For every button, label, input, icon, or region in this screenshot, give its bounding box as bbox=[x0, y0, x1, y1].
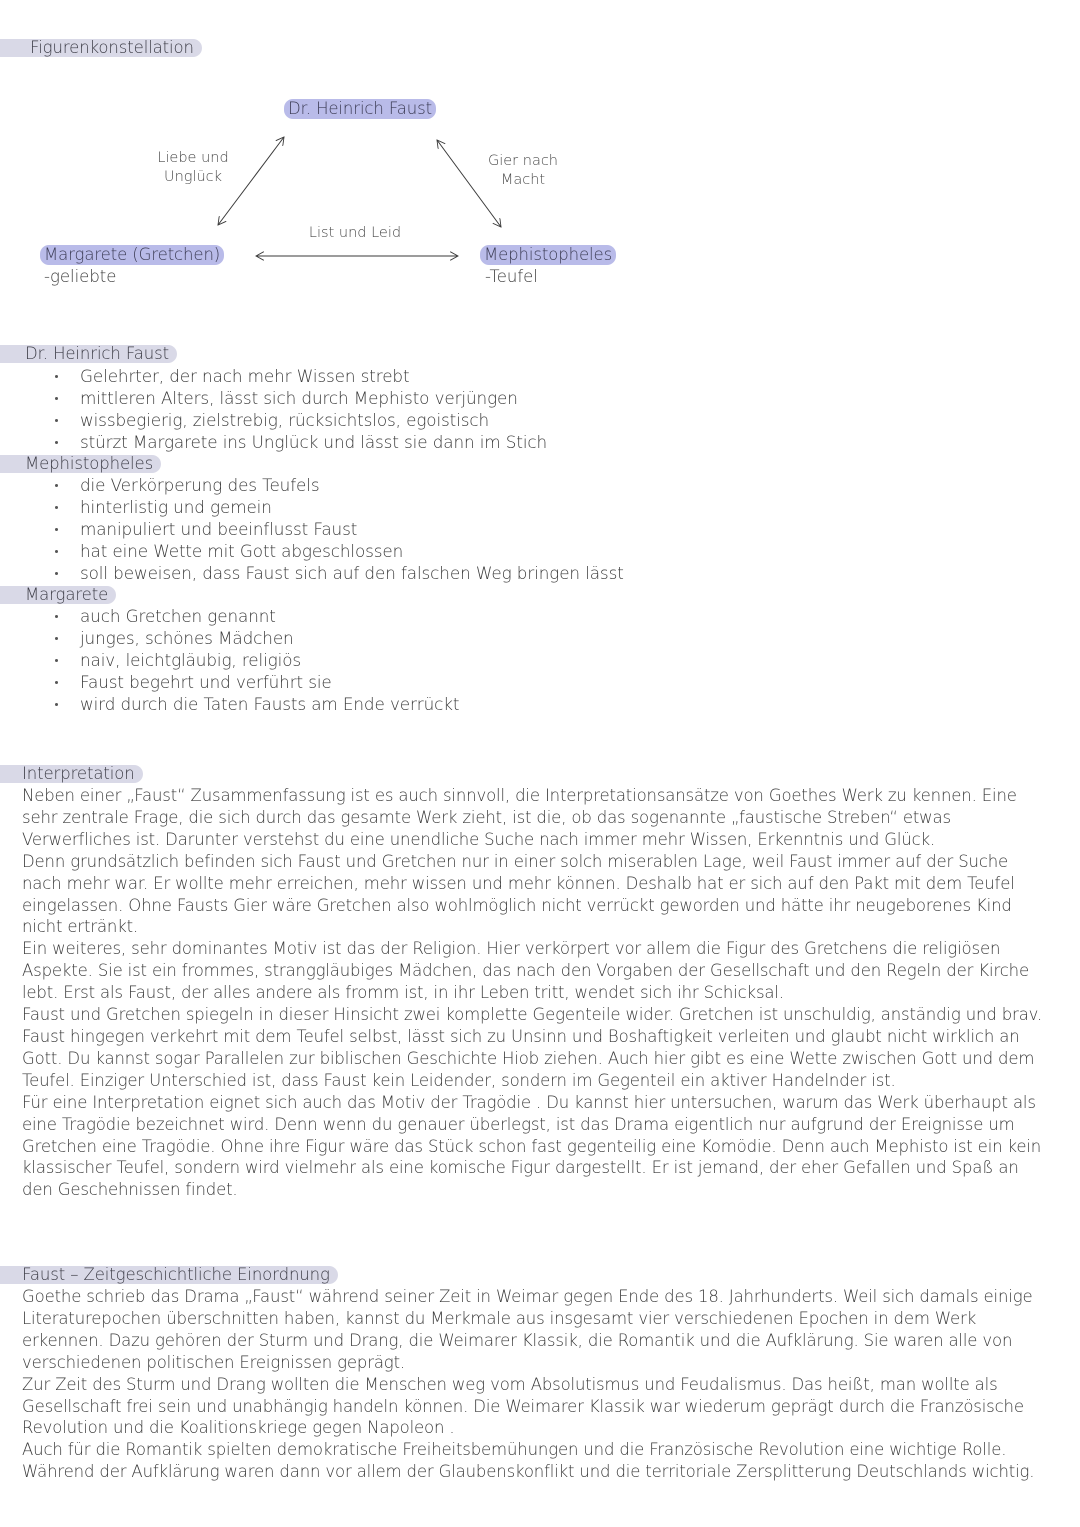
section-heading-margarete bbox=[0, 586, 116, 604]
bullet-icon bbox=[55, 528, 58, 531]
faust-traits-list bbox=[52, 365, 547, 453]
relation-label-margarete-mephisto: List und Leid bbox=[308, 225, 402, 241]
relation-label-line: Liebe und bbox=[157, 150, 229, 166]
list-item bbox=[52, 562, 624, 584]
bullet-icon bbox=[55, 397, 58, 400]
bullet-icon bbox=[55, 441, 58, 444]
bullet-icon bbox=[55, 703, 58, 706]
list-item bbox=[52, 474, 624, 496]
list-item bbox=[52, 496, 624, 518]
paragraph: Neben einer „Faust“ Zusammenfassung ist es auch sinnvoll, die Interpretationsansätze von Goethes Werk zu kennen. Eine sehr zentrale Frage, die sich durch das gesamte Werk zieht, ist die, ob das sogenannte „faustische Streben“ etwas Verwerfliches ist. Darunter verstehst du eine unendliche Suche nach immer mehr Wissen, Erkenntnis und Glück. bbox=[22, 786, 1017, 849]
bullet-icon bbox=[55, 659, 58, 662]
history-body bbox=[22, 1286, 1052, 1483]
section-heading-text: Dr. Heinrich Faust bbox=[25, 344, 170, 363]
interpretation-body bbox=[22, 785, 1052, 1201]
list-item-text: die Verkörperung des Teufels bbox=[80, 475, 320, 495]
bullet-icon bbox=[55, 681, 58, 684]
margarete-traits-list bbox=[52, 605, 459, 715]
section-heading-history bbox=[0, 1266, 338, 1284]
character-mephisto-role: -Teufel bbox=[485, 267, 538, 286]
list-item-text: manipuliert und beeinflusst Faust bbox=[80, 519, 358, 539]
list-item-text: auch Gretchen genannt bbox=[80, 606, 276, 626]
list-item bbox=[52, 693, 459, 715]
list-item-text: wissbegierig, zielstrebig, rücksichtslos, egoistisch bbox=[80, 410, 490, 430]
section-heading-text: Figurenkonstellation bbox=[30, 38, 194, 57]
paragraph: Goethe schrieb das Drama „Faust“ während seiner Zeit in Weimar gegen Ende des 18. Jahrhunderts. Weil sich damals einige Literaturepochen überschnitten haben, kannst du Merkmale aus insgesamt vier verschiedenen Epochen in dem Werk erkennen. Dazu gehören der Sturm und Drang, die Weimarer Klassik, die Romantik und die Aufklärung. Sie waren alle von verschiedenen politischen Ereignissen geprägt. bbox=[22, 1287, 1033, 1372]
list-item-text: hinterlistig und gemein bbox=[80, 497, 272, 517]
section-heading-faust bbox=[0, 345, 177, 363]
section-heading-text: Interpretation bbox=[22, 764, 135, 783]
list-item bbox=[52, 540, 624, 562]
section-heading-text: Faust – Zeitgeschichtliche Einordnung bbox=[22, 1265, 330, 1284]
list-item bbox=[52, 409, 547, 431]
list-item-text: mittleren Alters, lässt sich durch Mephisto verjüngen bbox=[80, 388, 518, 408]
bullet-icon bbox=[55, 572, 58, 575]
section-heading-mephisto bbox=[0, 455, 161, 473]
bullet-icon bbox=[55, 375, 58, 378]
paragraph: Faust und Gretchen spiegeln in dieser Hinsicht zwei komplette Gegenteile wider. Gretchen ist unschuldig, anständig und brav. Faust hingegen verkehrt mit dem Teufel selbst, lässt sich zu Unsinn und Boshaftigkeit verleiten und glaubt nicht wirklich an Gott. Du kannst sogar Parallelen zur biblischen Geschichte Hiob ziehen. Auch hier gibt es eine Wette zwischen Gott und dem Teufel. Einziger Unterschied ist, dass Faust kein Leidender, sondern im Gegenteil ein aktiver Handelnder ist. bbox=[22, 1005, 1043, 1090]
list-item-text: Faust begehrt und verführt sie bbox=[80, 672, 332, 692]
list-item-text: stürzt Margarete ins Unglück und lässt sie dann im Stich bbox=[80, 432, 548, 452]
paragraph: Ein weiteres, sehr dominantes Motiv ist das der Religion. Hier verkörpert vor allem die Figur des Gretchens die religiösen Aspekte. Sie ist ein frommes, stranggläubiges Mädchen, das nach den Vorgaben der Gesellschaft und den Regeln der Kirche lebt. Erst als Faust, der alles andere als fromm ist, in ihr Leben tritt, wendet sich ihr Schicksal. bbox=[22, 939, 1029, 1003]
character-faust-label: Dr. Heinrich Faust bbox=[284, 99, 436, 119]
double-arrow-icon bbox=[218, 137, 284, 225]
paragraph: Zur Zeit des Sturm und Drang wollten die Menschen weg vom Absolutismus und Feudalismus. Das heißt, man wollte als Gesellschaft frei sein und unabhängig handeln können. Die Weimarer Klassik war wiederum geprägt durch die Französische Revolution und die Koalitionskriege gegen Napoleon . bbox=[22, 1374, 1024, 1438]
paragraph: Denn grundsätzlich befinden sich Faust und Gretchen nur in einer solch miserablen Lage, weil Faust immer auf der Suche nach mehr war. Er wollte mehr erreichen, mehr wissen und mehr können. Deshalb hat er sich auf den Pakt mit dem Teufel eingelassen. Ohne Fausts Gier wäre Gretchen also wohlmöglich nicht verrückt geworden und hätte ihr neugeborenes Kind nicht ertränkt. bbox=[22, 851, 1015, 937]
bullet-icon bbox=[55, 484, 58, 487]
list-item-text: junges, schönes Mädchen bbox=[80, 628, 294, 648]
relation-label-line: Unglück bbox=[163, 169, 223, 185]
section-heading-interpretation bbox=[0, 765, 143, 783]
list-item bbox=[52, 518, 624, 540]
bullet-icon bbox=[55, 550, 58, 553]
mephisto-traits-list bbox=[52, 474, 624, 584]
list-item-text: Gelehrter, der nach mehr Wissen strebt bbox=[80, 366, 410, 386]
list-item bbox=[52, 365, 547, 387]
list-item-text: wird durch die Taten Fausts am Ende verrückt bbox=[80, 694, 460, 714]
bullet-icon bbox=[55, 637, 58, 640]
list-item-text: hat eine Wette mit Gott abgeschlossen bbox=[80, 541, 404, 561]
bullet-icon bbox=[55, 506, 58, 509]
relation-label-line: Macht bbox=[500, 172, 546, 188]
list-item bbox=[52, 649, 459, 671]
list-item bbox=[52, 671, 459, 693]
list-item bbox=[52, 431, 547, 453]
paragraph: Auch für die Romantik spielten demokratische Freiheitsbemühungen und die Französische Revolution eine wichtige Rolle. bbox=[22, 1440, 1007, 1460]
list-item bbox=[52, 605, 459, 627]
list-item bbox=[52, 627, 459, 649]
bullet-icon bbox=[55, 615, 58, 618]
double-arrow-icon bbox=[437, 140, 501, 227]
character-margarete-role: -geliebte bbox=[44, 267, 117, 286]
character-mephisto-label: Mephistopheles bbox=[480, 245, 616, 265]
section-heading-text: Margarete bbox=[25, 585, 109, 604]
section-heading-text: Mephistopheles bbox=[25, 454, 154, 473]
character-margarete-label: Margarete (Gretchen) bbox=[40, 245, 224, 265]
paragraph: Während der Aufklärung waren dann vor allem der Glaubenskonflikt und die territoriale Zersplitterung Deutschlands wichtig. bbox=[22, 1462, 1035, 1482]
list-item bbox=[52, 387, 547, 409]
bullet-icon bbox=[55, 419, 58, 422]
paragraph: Für eine Interpretation eignet sich auch das Motiv der Tragödie . Du kannst hier untersuchen, warum das Werk überhaupt als eine Tragödie bezeichnet wird. Denn wenn du genauer überlegst, ist das Drama eigentlich nur aufgrund der Ereignisse um Gretchen eine Tragödie. Ohne ihre Figur wäre das Stück schon fast gegenteilig eine Komödie. Denn auch Mephisto ist ein kein klassischer Teufel, sondern wird vielmehr als eine komische Figur dargestellt. Er ist jemand, der eher Gefallen und Spaß an den Geschehnissen findet. bbox=[22, 1092, 1042, 1200]
list-item-text: soll beweisen, dass Faust sich auf den falschen Weg bringen lässt bbox=[80, 563, 624, 583]
list-item-text: naiv, leichtgläubig, religiös bbox=[80, 650, 302, 670]
relation-label-line: Gier nach bbox=[488, 153, 558, 169]
